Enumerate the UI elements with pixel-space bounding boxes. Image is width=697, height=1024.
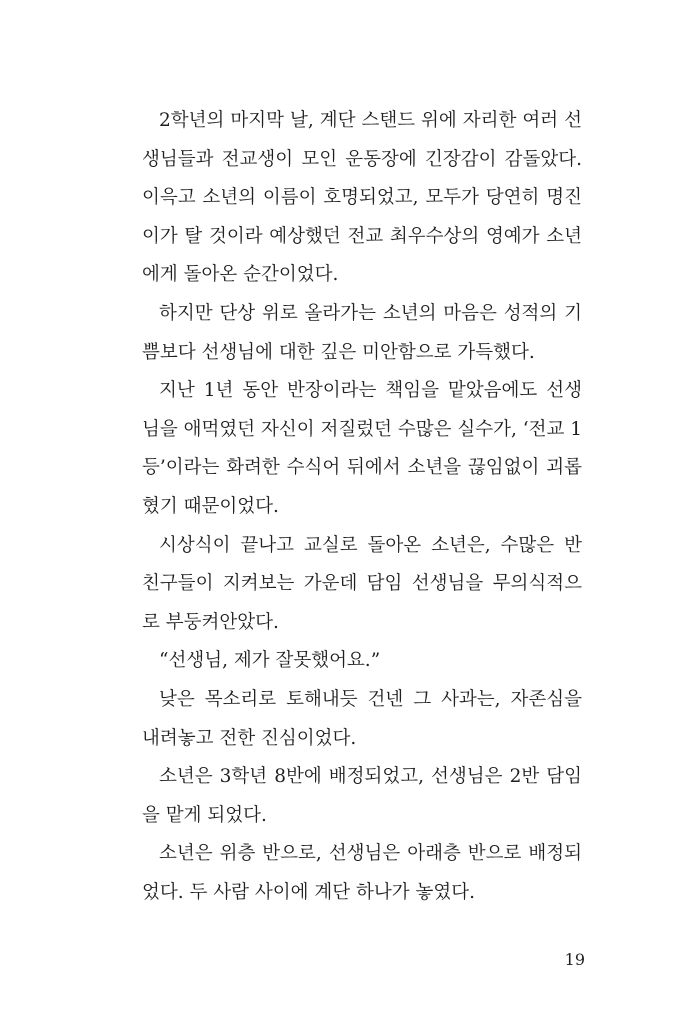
text-line: 낮은 목소리로 토해내듯 건넨 그 사과는, 자존심을 <box>159 688 582 710</box>
text-line: 이가 탈 것이라 예상했던 전교 최우수상의 영예가 소년 <box>142 225 582 247</box>
paragraph <box>142 758 582 835</box>
paragraph <box>142 372 582 526</box>
text-line: 생님들과 전교생이 모인 운동장에 긴장감이 감돌았다. <box>142 148 582 170</box>
paragraph <box>142 295 582 372</box>
body-text <box>142 102 582 912</box>
text-line: “선생님, 제가 잘못했어요.” <box>159 650 381 672</box>
text-line: 님을 애먹였던 자신이 저질렀던 수많은 실수가, ‘전교 1 <box>142 418 582 440</box>
text-line: 지난 1년 동안 반장이라는 책임을 맡았음에도 선생 <box>159 380 582 402</box>
text-line: 쁨보다 선생님에 대한 깊은 미안함으로 가득했다. <box>142 341 535 363</box>
text-line: 내려놓고 전한 진심이었다. <box>142 727 357 749</box>
text-line: 을 맡게 되었다. <box>142 804 267 826</box>
paragraph <box>142 102 582 295</box>
text-line: 소년은 3학년 8반에 배정되었고, 선생님은 2반 담임 <box>159 766 582 788</box>
paragraph-dialogue <box>142 642 582 681</box>
text-line: 에게 돌아온 순간이었다. <box>142 264 339 286</box>
text-line: 등’이라는 화려한 수식어 뒤에서 소년을 끊임없이 괴롭 <box>142 457 582 479</box>
text-line: 혔기 때문이었다. <box>142 495 279 517</box>
text-line: 친구들이 지켜보는 가운데 담임 선생님을 무의식적으 <box>142 573 582 595</box>
text-line: 로 부둥켜안았다. <box>142 611 279 633</box>
page-number: 19 <box>564 950 585 969</box>
paragraph <box>142 527 582 643</box>
text-line: 었다. 두 사람 사이에 계단 하나가 놓였다. <box>142 881 475 903</box>
paragraph <box>142 681 582 758</box>
paragraph <box>142 835 582 912</box>
text-line: 하지만 단상 위로 올라가는 소년의 마음은 성적의 기 <box>159 302 582 324</box>
text-line: 2학년의 마지막 날, 계단 스탠드 위에 자리한 여러 선 <box>159 110 582 131</box>
text-line: 이윽고 소년의 이름이 호명되었고, 모두가 당연히 명진 <box>142 187 582 209</box>
text-line: 소년은 위층 반으로, 선생님은 아래층 반으로 배정되 <box>159 843 582 865</box>
text-line: 시상식이 끝나고 교실로 돌아온 소년은, 수많은 반 <box>159 534 582 556</box>
